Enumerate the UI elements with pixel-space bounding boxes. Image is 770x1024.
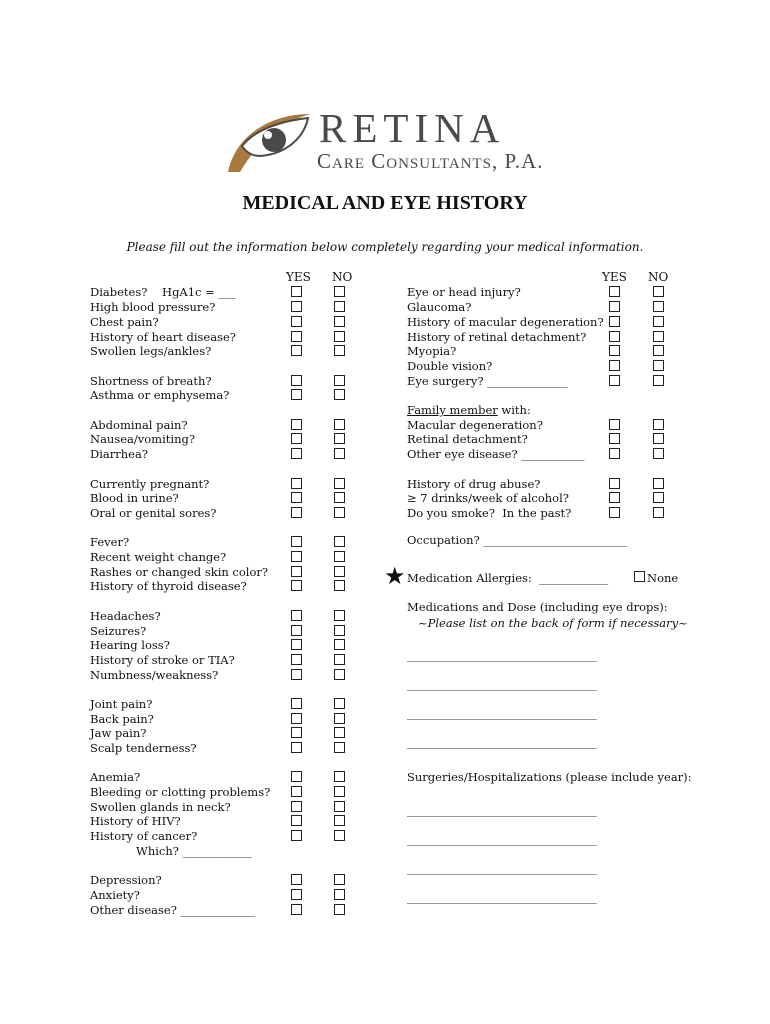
medical-question-label: Nausea/vomiting? xyxy=(90,432,195,446)
medical-yes-checkbox[interactable] xyxy=(291,492,302,503)
medical-yes-checkbox[interactable] xyxy=(291,448,302,459)
medical-no-checkbox[interactable] xyxy=(334,815,345,826)
eye-question-label: History of drug abuse? xyxy=(407,477,541,491)
eye-no-checkbox[interactable] xyxy=(653,419,664,430)
medical-question-label: Depression? xyxy=(90,873,162,887)
eye-yes-checkbox[interactable] xyxy=(609,345,620,356)
medical-yes-checkbox[interactable] xyxy=(291,286,302,297)
eye-no-checkbox[interactable] xyxy=(653,492,664,503)
medical-no-checkbox[interactable] xyxy=(334,727,345,738)
eye-question-label: Retinal detachment? xyxy=(407,432,528,446)
medical-no-checkbox[interactable] xyxy=(334,316,345,327)
medical-question-label: History of HIV? xyxy=(90,814,181,828)
medical-question-label: Oral or genital sores? xyxy=(90,506,217,520)
medical-no-checkbox[interactable] xyxy=(334,301,345,312)
eye-question-label: Glaucoma? xyxy=(407,300,472,314)
medications-note: ~Please list on the back of form if necessary~ xyxy=(418,616,688,630)
medications-label: Medications and Dose (including eye drops): xyxy=(407,600,668,614)
surgeries-label: Surgeries/Hospitalizations (please include year): xyxy=(407,770,692,784)
medical-question-label: Hearing loss? xyxy=(90,638,170,652)
eye-no-checkbox[interactable] xyxy=(653,301,664,312)
medical-no-checkbox[interactable] xyxy=(334,478,345,489)
medical-yes-checkbox[interactable] xyxy=(291,698,302,709)
medical-no-checkbox[interactable] xyxy=(334,610,345,621)
medical-no-checkbox[interactable] xyxy=(334,669,345,680)
medical-no-checkbox[interactable] xyxy=(334,536,345,547)
medical-question-label: History of stroke or TIA? xyxy=(90,653,235,667)
medical-yes-checkbox[interactable] xyxy=(291,316,302,327)
medical-no-checkbox[interactable] xyxy=(334,713,345,724)
eye-yes-checkbox[interactable] xyxy=(609,301,620,312)
retina-logo xyxy=(224,106,544,178)
medical-yes-checkbox[interactable] xyxy=(291,433,302,444)
medical-question-label: Rashes or changed skin color? xyxy=(90,565,269,579)
medical-question-label: Shortness of breath? xyxy=(90,374,212,388)
none-checkbox[interactable] xyxy=(634,571,645,582)
medical-yes-checkbox[interactable] xyxy=(291,536,302,547)
eye-yes-checkbox[interactable] xyxy=(609,316,620,327)
medication-line[interactable]: _________________________________ xyxy=(407,648,597,662)
eye-yes-checkbox[interactable] xyxy=(609,492,620,503)
medical-yes-checkbox[interactable] xyxy=(291,889,302,900)
cancer-which-field[interactable]: Which? ____________ xyxy=(136,844,252,858)
eye-question-label: ≥ 7 drinks/week of alcohol? xyxy=(407,491,569,505)
surgery-line[interactable]: _________________________________ xyxy=(407,832,597,846)
page-title: MEDICAL AND EYE HISTORY xyxy=(242,192,528,214)
medical-question-label: Back pain? xyxy=(90,712,154,726)
medical-yes-checkbox[interactable] xyxy=(291,771,302,782)
medical-question-label: Numbness/weakness? xyxy=(90,668,219,682)
eye-no-checkbox[interactable] xyxy=(653,286,664,297)
medical-no-checkbox[interactable] xyxy=(334,801,345,812)
medical-yes-checkbox[interactable] xyxy=(291,331,302,342)
star-icon: ★ xyxy=(384,562,406,590)
medical-question-label: Blood in urine? xyxy=(90,491,179,505)
medical-no-checkbox[interactable] xyxy=(334,345,345,356)
medical-question-label: Anemia? xyxy=(90,770,141,784)
eye-yes-checkbox[interactable] xyxy=(609,507,620,518)
eye-no-checkbox[interactable] xyxy=(653,448,664,459)
instructions: Please fill out the information below completely regarding your medical information. xyxy=(126,240,644,254)
medical-no-checkbox[interactable] xyxy=(334,389,345,400)
medical-yes-checkbox[interactable] xyxy=(291,375,302,386)
eye-logo-icon xyxy=(224,106,319,178)
medical-yes-checkbox[interactable] xyxy=(291,301,302,312)
occupation-field[interactable]: Occupation? _________________________ xyxy=(407,533,628,547)
medical-question-label: Scalp tenderness? xyxy=(90,741,197,755)
medical-question-label: Currently pregnant? xyxy=(90,477,210,491)
medical-yes-checkbox[interactable] xyxy=(291,610,302,621)
medical-no-checkbox[interactable] xyxy=(334,771,345,782)
medical-yes-checkbox[interactable] xyxy=(291,625,302,636)
medical-question-label: Recent weight change? xyxy=(90,550,227,564)
medical-question-label: Joint pain? xyxy=(90,697,153,711)
medical-yes-checkbox[interactable] xyxy=(291,786,302,797)
left-no-header: NO xyxy=(332,270,353,284)
medical-yes-checkbox[interactable] xyxy=(291,419,302,430)
medical-yes-checkbox[interactable] xyxy=(291,713,302,724)
eye-yes-checkbox[interactable] xyxy=(609,331,620,342)
eye-no-checkbox[interactable] xyxy=(653,360,664,371)
medical-no-checkbox[interactable] xyxy=(334,580,345,591)
eye-question-label: History of macular degeneration? xyxy=(407,315,604,329)
eye-question-label: Other eye disease? ___________ xyxy=(407,447,585,461)
medical-no-checkbox[interactable] xyxy=(334,551,345,562)
medical-question-label: High blood pressure? xyxy=(90,300,216,314)
medical-no-checkbox[interactable] xyxy=(334,698,345,709)
brand-subtitle: Care Consultants, P.A. xyxy=(317,149,544,173)
medical-question-label: Seizures? xyxy=(90,624,147,638)
eye-no-checkbox[interactable] xyxy=(653,433,664,444)
medical-no-checkbox[interactable] xyxy=(334,448,345,459)
medical-no-checkbox[interactable] xyxy=(334,830,345,841)
medication-line[interactable]: _________________________________ xyxy=(407,706,597,720)
medical-no-checkbox[interactable] xyxy=(334,889,345,900)
eye-question-label: Myopia? xyxy=(407,344,457,358)
medical-no-checkbox[interactable] xyxy=(334,654,345,665)
right-no-header: NO xyxy=(648,270,669,284)
medical-no-checkbox[interactable] xyxy=(334,375,345,386)
medical-yes-checkbox[interactable] xyxy=(291,742,302,753)
medication-line[interactable]: _________________________________ xyxy=(407,677,597,691)
medical-no-checkbox[interactable] xyxy=(334,419,345,430)
medical-yes-checkbox[interactable] xyxy=(291,580,302,591)
medical-yes-checkbox[interactable] xyxy=(291,801,302,812)
eye-yes-checkbox[interactable] xyxy=(609,419,620,430)
eye-no-checkbox[interactable] xyxy=(653,478,664,489)
medical-no-checkbox[interactable] xyxy=(334,331,345,342)
brand-name: RETINA xyxy=(319,105,506,151)
surgery-line[interactable]: _________________________________ xyxy=(407,861,597,875)
medical-question-label: Diarrhea? xyxy=(90,447,148,461)
none-label: None xyxy=(647,571,679,585)
eye-no-checkbox[interactable] xyxy=(653,375,664,386)
medical-no-checkbox[interactable] xyxy=(334,786,345,797)
medication-allergies-field[interactable]: Medication Allergies: ____________ xyxy=(407,571,609,585)
medical-yes-checkbox[interactable] xyxy=(291,874,302,885)
medical-yes-checkbox[interactable] xyxy=(291,551,302,562)
medical-question-label: Chest pain? xyxy=(90,315,159,329)
eye-no-checkbox[interactable] xyxy=(653,507,664,518)
eye-yes-checkbox[interactable] xyxy=(609,360,620,371)
medical-yes-checkbox[interactable] xyxy=(291,815,302,826)
eye-yes-checkbox[interactable] xyxy=(609,478,620,489)
eye-no-checkbox[interactable] xyxy=(653,345,664,356)
eye-no-checkbox[interactable] xyxy=(653,316,664,327)
medical-yes-checkbox[interactable] xyxy=(291,507,302,518)
medical-no-checkbox[interactable] xyxy=(334,507,345,518)
medical-question-label: Swollen legs/ankles? xyxy=(90,344,212,358)
eye-question-label: Eye or head injury? xyxy=(407,285,521,299)
medical-no-checkbox[interactable] xyxy=(334,625,345,636)
medical-no-checkbox[interactable] xyxy=(334,874,345,885)
medical-question-label: Other disease? _____________ xyxy=(90,903,256,917)
medical-question-label: Headaches? xyxy=(90,609,161,623)
medical-yes-checkbox[interactable] xyxy=(291,727,302,738)
medical-yes-checkbox[interactable] xyxy=(291,904,302,915)
medical-no-checkbox[interactable] xyxy=(334,904,345,915)
eye-yes-checkbox[interactable] xyxy=(609,433,620,444)
medical-question-label: History of thyroid disease? xyxy=(90,579,247,593)
medical-question-label: Abdominal pain? xyxy=(90,418,188,432)
medical-no-checkbox[interactable] xyxy=(334,639,345,650)
eye-question-label: Eye surgery? ______________ xyxy=(407,374,568,388)
surgery-line[interactable]: _________________________________ xyxy=(407,803,597,817)
medical-question-label: Anxiety? xyxy=(90,888,140,902)
medical-question-label: History of heart disease? xyxy=(90,330,236,344)
eye-question-label: Do you smoke? In the past? xyxy=(407,506,572,520)
medical-yes-checkbox[interactable] xyxy=(291,478,302,489)
medical-no-checkbox[interactable] xyxy=(334,566,345,577)
right-yes-header: YES xyxy=(602,270,627,284)
eye-question-label: Macular degeneration? xyxy=(407,418,543,432)
medical-question-label: Asthma or emphysema? xyxy=(90,388,230,402)
medical-question-label: Bleeding or clotting problems? xyxy=(90,785,271,799)
medical-no-checkbox[interactable] xyxy=(334,433,345,444)
medical-no-checkbox[interactable] xyxy=(334,492,345,503)
medication-line[interactable]: _________________________________ xyxy=(407,735,597,749)
medical-yes-checkbox[interactable] xyxy=(291,566,302,577)
eye-question-label: Double vision? xyxy=(407,359,493,373)
medical-question-label: Jaw pain? xyxy=(90,726,147,740)
medical-yes-checkbox[interactable] xyxy=(291,389,302,400)
medical-no-checkbox[interactable] xyxy=(334,286,345,297)
medical-yes-checkbox[interactable] xyxy=(291,345,302,356)
eye-question-label: History of retinal detachment? xyxy=(407,330,587,344)
medical-question-label: Fever? xyxy=(90,535,130,549)
eye-yes-checkbox[interactable] xyxy=(609,286,620,297)
family-member-heading: Family member with: xyxy=(407,403,531,417)
medical-no-checkbox[interactable] xyxy=(334,742,345,753)
eye-yes-checkbox[interactable] xyxy=(609,375,620,386)
medical-yes-checkbox[interactable] xyxy=(291,830,302,841)
eye-yes-checkbox[interactable] xyxy=(609,448,620,459)
surgery-line[interactable]: _________________________________ xyxy=(407,890,597,904)
medical-yes-checkbox[interactable] xyxy=(291,654,302,665)
medical-question-label: Diabetes? HgA1c = ___ xyxy=(90,285,236,299)
medical-yes-checkbox[interactable] xyxy=(291,639,302,650)
eye-no-checkbox[interactable] xyxy=(653,331,664,342)
left-yes-header: YES xyxy=(286,270,311,284)
medical-question-label: History of cancer? xyxy=(90,829,198,843)
medical-yes-checkbox[interactable] xyxy=(291,669,302,680)
medical-question-label: Swollen glands in neck? xyxy=(90,800,231,814)
